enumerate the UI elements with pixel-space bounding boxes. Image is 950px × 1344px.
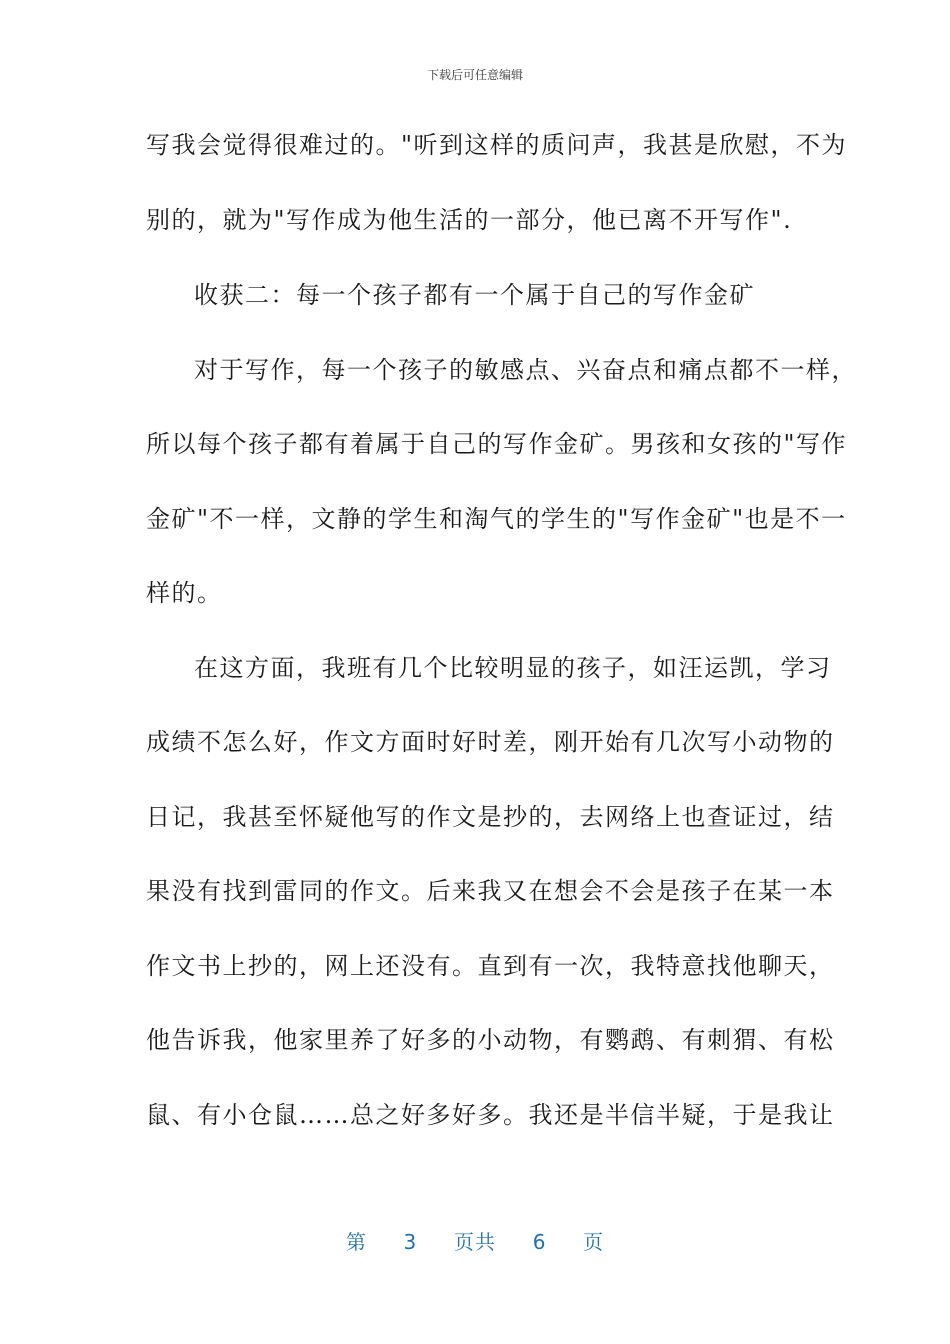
body-line: 别的，就为"写作成为他生活的一部分，他已离不开写作". <box>146 206 793 234</box>
page-header-note: 下载后可任意编辑 <box>426 68 523 82</box>
section-heading: 收获二：每一个孩子都有一个属于自己的写作金矿 <box>194 281 755 309</box>
footer-middle: 页共 <box>454 1230 496 1254</box>
body-line: 金矿"不一样，文静的学生和淘气的学生的"写作金矿"也是不一 <box>146 505 847 533</box>
body-line: 在这方面，我班有几个比较明显的孩子，如汪运凯，学习 <box>194 654 832 682</box>
page-number-footer <box>0 1226 950 1255</box>
body-line: 对于写作，每一个孩子的敏感点、兴奋点和痛点都不一样， <box>194 356 857 384</box>
body-line: 成绩不怎么好，作文方面时好时差，刚开始有几次写小动物的 <box>146 728 835 756</box>
footer-suffix: 页 <box>583 1230 605 1254</box>
body-line: 他告诉我，他家里养了好多的小动物，有鹦鹉、有刺猬、有松 <box>146 1026 835 1054</box>
body-line: 所以每个孩子都有着属于自己的写作金矿。男孩和女孩的"写作 <box>146 430 848 458</box>
current-page-number: 3 <box>403 1230 418 1254</box>
body-line: 鼠、有小仓鼠……总之好多好多。我还是半信半疑，于是我让 <box>146 1101 835 1129</box>
body-line: 日记，我甚至怀疑他写的作文是抄的，去网络上也查证过，结 <box>146 803 835 831</box>
body-line: 果没有找到雷同的作文。后来我又在想会不会是孩子在某一本 <box>146 877 835 905</box>
total-pages-number: 6 <box>532 1230 547 1254</box>
body-line: 样的。 <box>146 579 223 607</box>
body-line: 写我会觉得很难过的。"听到这样的质问声，我甚是欣慰，不为 <box>146 131 848 159</box>
body-line: 作文书上抄的，网上还没有。直到有一次，我特意找他聊天， <box>146 952 835 980</box>
footer-prefix: 第 <box>345 1230 367 1254</box>
